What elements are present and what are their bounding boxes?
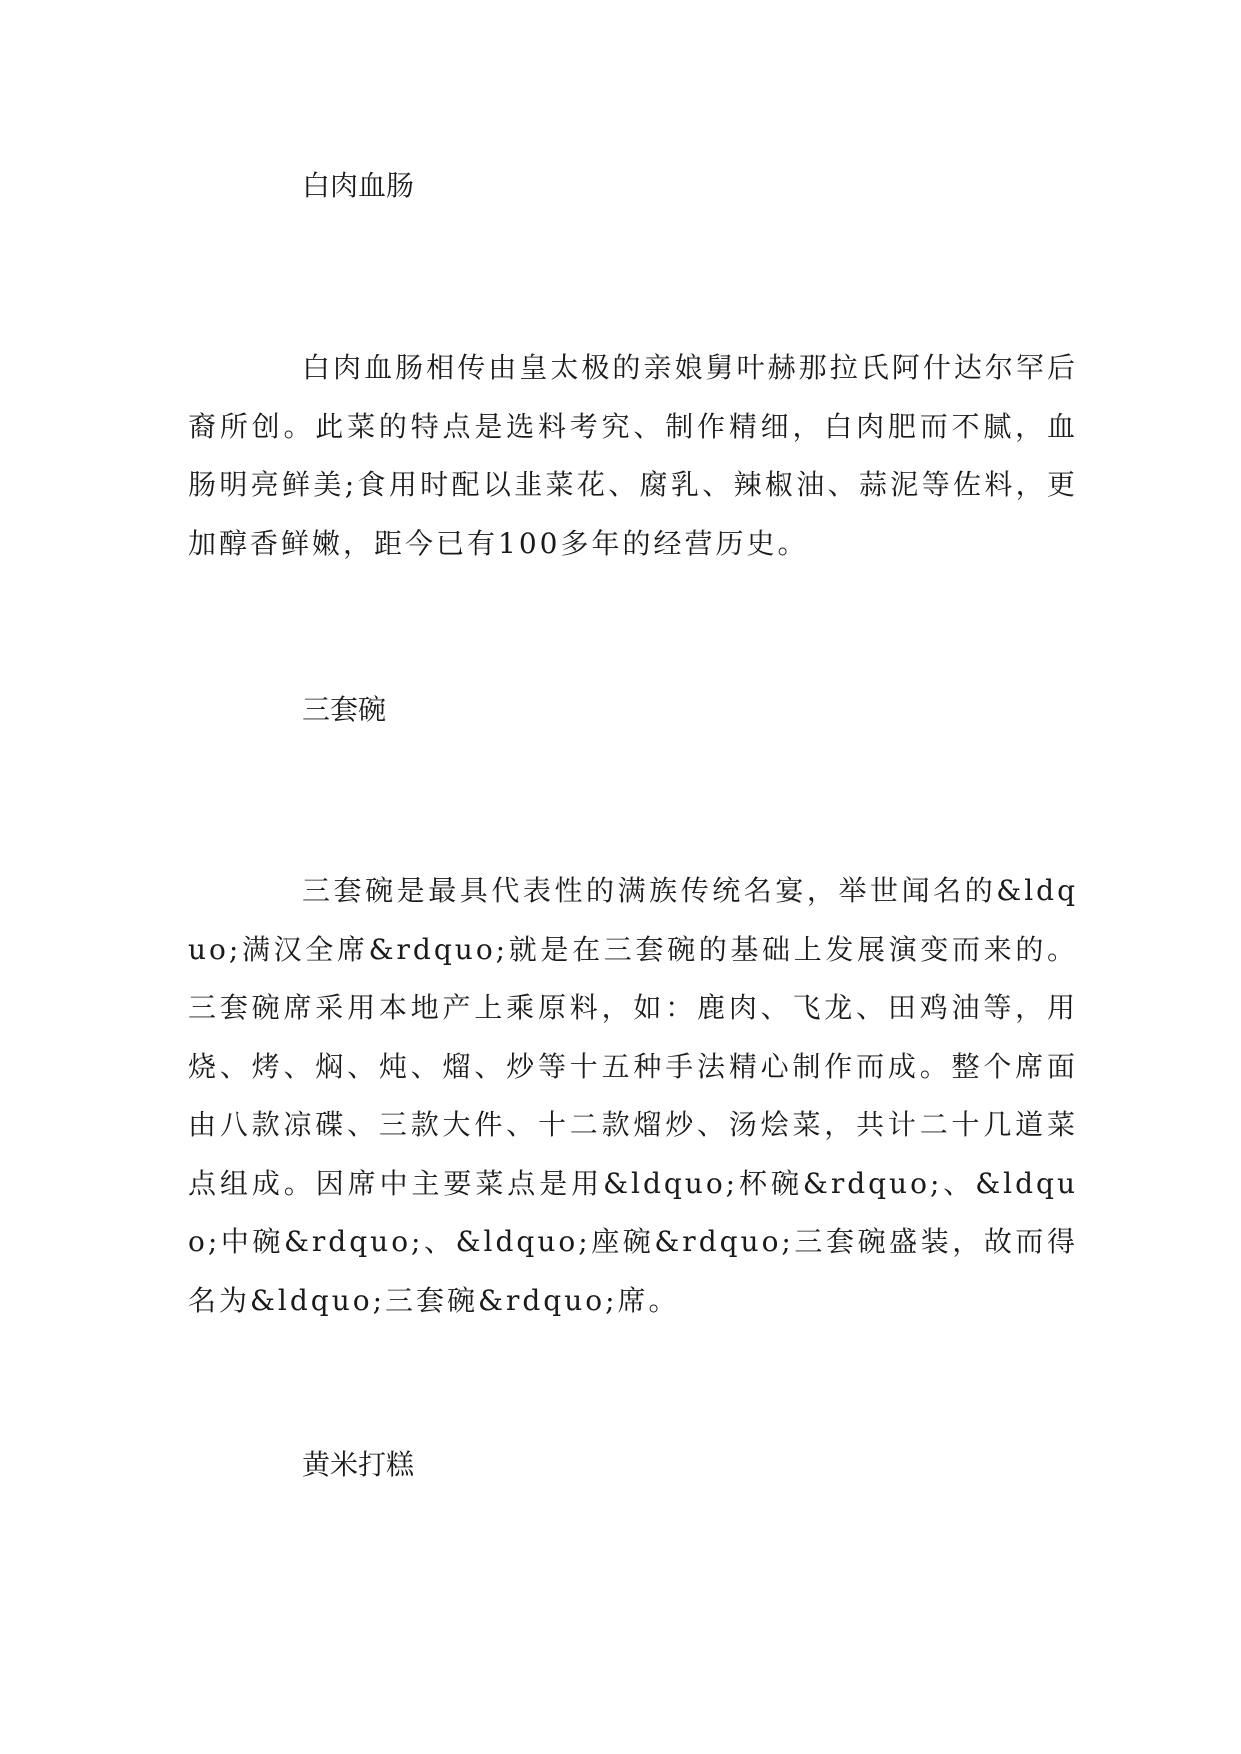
section-paragraph-bairou-xuechang: 白肉血肠相传由皇太极的亲娘舅叶赫那拉氏阿什达尔罕后裔所创。此菜的特点是选料考究、制作精细，白肉肥而不腻，血肠明亮鲜美;食用时配以韭菜花、腐乳、辣椒油、蒜泥等佐料，更加醇香鲜嫩，距今已有100多年的经营历史。: [188, 351, 1078, 560]
section-paragraph-santaowan: 三套碗是最具代表性的满族传统名宴，举世闻名的&ldquo;满汉全席&rdquo;就是在三套碗的基础上发展演变而来的。三套碗席采用本地产上乘原料，如：鹿肉、飞龙、田鸡油等，用烧、烤、焖、炖、熘、炒等十五种手法精心制作而成。整个席面由八款凉碟、三款大件、十二款熘炒、汤烩菜，共计二十几道菜点组成。因席中主要菜点是用&ldquo;杯碗&rdquo;、&ldquo;中碗&rdquo;、&ldquo;座碗&rdquo;三套碗盛装，故而得名为&ldquo;三套碗&rdquo;席。: [188, 874, 1078, 1317]
section-heading-bairou-xuechang: 白肉血肠: [302, 169, 415, 202]
section-heading-huangmi-dagao: 黄米打糕: [302, 1448, 415, 1481]
section-heading-santaowan: 三套碗: [302, 693, 387, 726]
